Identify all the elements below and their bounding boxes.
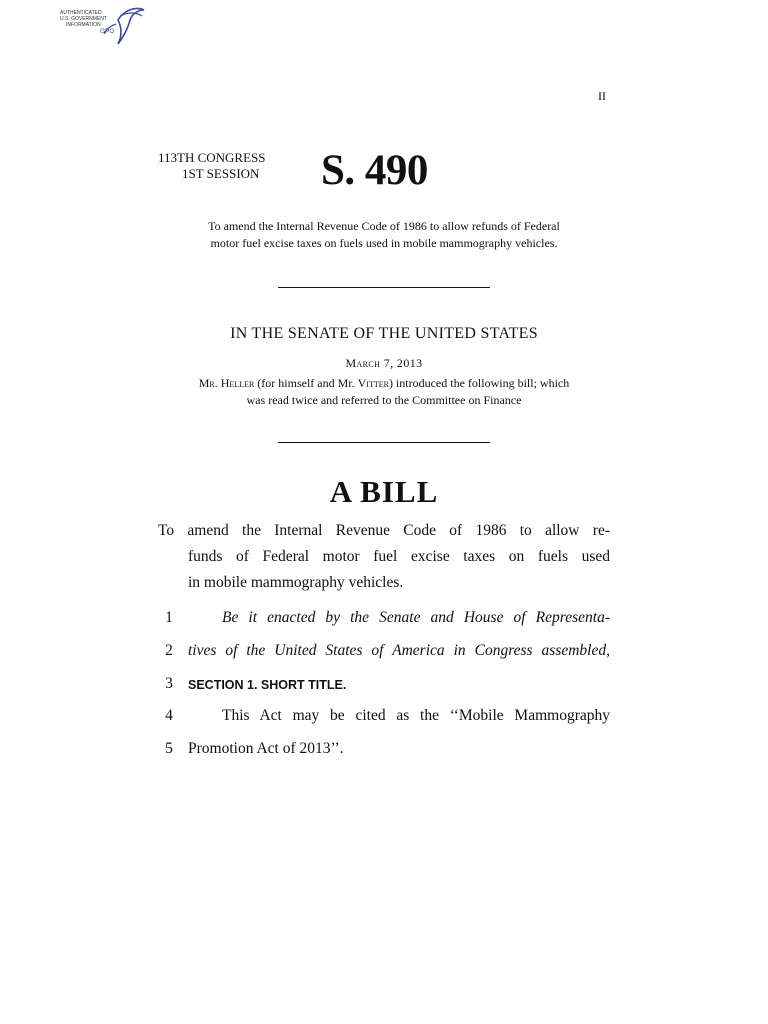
introduction-text: ) introduced the following bill; which	[388, 376, 570, 390]
cosponsor-name: Vitter	[357, 376, 389, 390]
line-number: 4	[165, 707, 173, 724]
congress-number: 113TH CONGRESS	[158, 150, 266, 165]
section-heading: SECTION 1. SHORT TITLE.	[188, 678, 347, 692]
introduction-date: March 7, 2013	[345, 356, 423, 370]
divider-rule	[278, 442, 490, 443]
logo-text-authenticated: AUTHENTICATED	[60, 10, 102, 16]
line-number: 5	[165, 740, 173, 757]
logo-text-government: U.S. GOVERNMENT	[60, 16, 107, 22]
gpo-authentication-logo	[58, 6, 150, 48]
long-title	[158, 518, 610, 596]
short-title-line: To amend the Internal Revenue Code of 1986 to allow refunds of Federal	[208, 219, 560, 233]
introduction-text: (for himself and Mr.	[254, 376, 358, 390]
chamber-heading: IN THE SENATE OF THE UNITED STATES	[230, 325, 538, 342]
divider-rule	[278, 287, 490, 288]
section-text-line: This Act may be cited as the ‘‘Mobile Mammography	[222, 707, 610, 724]
line-number: 2	[165, 642, 173, 659]
page-marker: II	[598, 89, 606, 103]
logo-text-information: INFORMATION	[66, 22, 101, 28]
document-type-heading: A BILL	[329, 474, 439, 509]
bill-number: S. 490	[321, 147, 428, 194]
introduction-line	[150, 375, 618, 392]
short-title	[150, 218, 618, 252]
short-title-line: motor fuel excise taxes on fuels used in mobile mammography vehicles.	[210, 236, 558, 250]
enacting-clause-line: tives of the United States of America in Congress assembled,	[188, 642, 610, 659]
line-number: 3	[165, 675, 173, 692]
eagle-icon	[104, 8, 144, 44]
long-title-line: in mobile mammography vehicles.	[188, 574, 404, 591]
line-number: 1	[165, 609, 173, 626]
introduction-line: was read twice and referred to the Committee on Finance	[246, 393, 522, 407]
congress-session-block	[158, 150, 266, 182]
long-title-line: funds of Federal motor fuel excise taxes on fuels used	[188, 548, 610, 565]
introduction-statement	[150, 375, 618, 409]
long-title-line: To amend the Internal Revenue Code of 1986 to allow re-	[158, 522, 610, 539]
enacting-clause-line: Be it enacted by the Senate and House of Representa-	[222, 609, 610, 626]
logo-text-gpo: GPO	[100, 28, 115, 35]
congress-session: 1ST SESSION	[182, 166, 260, 181]
sponsor-name: Mr. Heller	[198, 376, 255, 390]
section-text-line: Promotion Act of 2013’’.	[188, 740, 344, 757]
